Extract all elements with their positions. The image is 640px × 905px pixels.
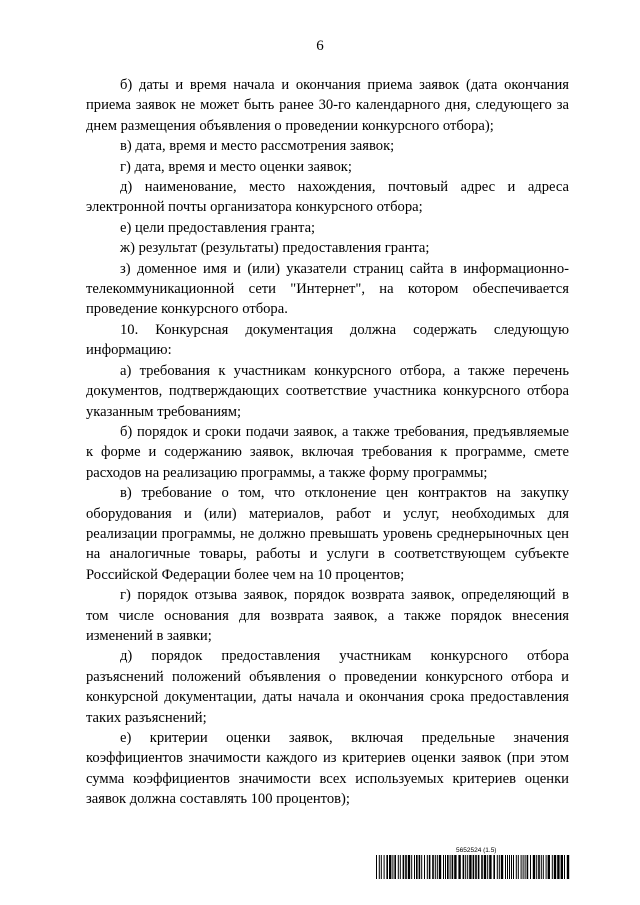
paragraph-d-organizer: д) наименование, место нахождения, почтовый адрес и адреса электронной почты организатора конкурсного отбора; (86, 179, 569, 216)
barcode-bar (527, 855, 529, 879)
barcode-bar (454, 855, 456, 879)
barcode-bar (533, 855, 535, 879)
barcode-bar (505, 855, 506, 879)
barcode-bar (403, 855, 405, 879)
paragraph-g-withdrawal: г) порядок отзыва заявок, порядок возврата заявок, определяющий в том числе основания для возврата заявок, а также порядок внесения изменений в заявки; (86, 587, 569, 644)
barcode-bar (411, 855, 412, 879)
barcode-bar (458, 855, 460, 879)
barcode-bar (376, 855, 377, 879)
barcode-bar (437, 855, 438, 879)
barcode-bar (419, 855, 421, 879)
barcode-bar (518, 855, 519, 879)
barcode-bar (521, 855, 522, 879)
barcode-bar (481, 855, 483, 879)
barcode-bar (561, 855, 563, 879)
barcode-bar (487, 855, 488, 879)
barcode-bar (452, 855, 454, 879)
paragraph-e-criteria: е) критерии оценки заявок, включая предельные значения коэффициентов значимости каждого из критериев оценки заявок (при этом сумма коэффициентов значимости всех используемых критериев оценки заявок должна составлять 100 процентов); (86, 730, 569, 808)
barcode-bar (567, 855, 569, 879)
barcode-bar (493, 855, 495, 879)
barcode-bar (467, 855, 468, 879)
barcode-bar (439, 855, 441, 879)
barcode-bar (543, 855, 544, 879)
paragraph-g-evaluation: г) дата, время и место оценки заявок; (120, 158, 352, 175)
barcode-bar (465, 855, 466, 879)
barcode-bar (447, 855, 449, 879)
barcode-bar (435, 855, 436, 879)
paragraph-v-price-deviation: в) требование о том, что отклонение цен контрактов на закупку оборудования и (или) материалов, работ и услуг, необходимых для реализации программы, не должно превышать уровень среднерыночных цен на аналогичные товары, работы и услуги в соответствующем субъекте Российской Федерации более чем на 10 процентов; (86, 485, 569, 583)
barcode-bar (513, 855, 514, 879)
barcode-bar (421, 855, 422, 879)
barcode-bar (497, 855, 498, 879)
barcode-bar (478, 855, 480, 879)
document-code: 5652524 (1.5) (456, 847, 497, 854)
barcode-bar (414, 855, 415, 879)
barcode-bar (473, 855, 475, 879)
barcode-bar (398, 855, 399, 879)
barcode-bar (424, 855, 425, 879)
barcode-bar (379, 855, 380, 879)
barcode-bar (381, 855, 382, 879)
barcode-bar (384, 855, 385, 879)
barcode-bar (507, 855, 508, 879)
barcode-bar (554, 855, 556, 879)
barcode-bar (400, 855, 401, 879)
barcode-bar (489, 855, 491, 879)
barcode-bar (557, 855, 559, 879)
paragraph-zh-results: ж) результат (результаты) предоставления гранта; (120, 240, 430, 257)
barcode-bar (501, 855, 503, 879)
barcode-bar (463, 855, 465, 879)
barcode-bar (386, 855, 388, 879)
barcode-bar (475, 855, 477, 879)
barcode-bar (541, 855, 542, 879)
document-body (86, 75, 569, 810)
barcode-bar (516, 855, 517, 879)
barcode-bar (523, 855, 524, 879)
barcode-bar (394, 855, 396, 879)
paragraph-b-submission: б) порядок и сроки подачи заявок, а также требования, предъявляемые к форме и содержанию заявок, включая требования к программе, смете расходов на реализацию программы, а также форму программы; (86, 423, 569, 481)
barcode-bar (552, 855, 553, 879)
barcode-bar (389, 855, 391, 879)
barcode-bar (429, 855, 431, 879)
barcode-bar (392, 855, 393, 879)
barcode-bar (509, 855, 510, 879)
barcode-bar (416, 855, 418, 879)
barcode-bar (427, 855, 428, 879)
barcode-bar (546, 855, 547, 879)
paragraph-v-review: в) дата, время и место рассмотрения заявок; (120, 138, 395, 155)
barcode-bar (525, 855, 526, 879)
barcode-bar (548, 855, 550, 879)
barcode-bar (445, 855, 446, 879)
barcode-bar (538, 855, 540, 879)
barcode-bar (469, 855, 471, 879)
barcode-bar (443, 855, 444, 879)
barcode-bar (511, 855, 512, 879)
paragraph-e-goals: е) цели предоставления гранта; (120, 219, 316, 236)
barcode-bar (499, 855, 500, 879)
barcode-bar (408, 855, 410, 879)
paragraph-b-dates: б) даты и время начала и окончания приема заявок (дата окончания приема заявок не может быть ранее 30-го календарного дня, следующего за днем размещения объявления о проведении конкурсного отбора); (86, 77, 569, 134)
barcode-bar (405, 855, 407, 879)
barcode-bar (530, 855, 531, 879)
paragraph-d-clarifications: д) порядок предоставления участникам конкурсного отбора разъяснений положений объявления о проведении конкурсного отбора и конкурсной документации, даты начала и окончания срока предоставления таких разъяснений; (86, 648, 569, 726)
barcode-bar (450, 855, 451, 879)
barcode-bar (564, 855, 565, 879)
barcode-bar (536, 855, 537, 879)
paragraph-z-domain: з) доменное имя и (или) указатели страниц сайта в информационно-телекоммуникационной сети "Интернет", на котором обеспечивается проведение конкурсного отбора. (86, 260, 569, 318)
barcode-icon (376, 855, 570, 879)
paragraph-a-requirements: а) требования к участникам конкурсного отбора, а также перечень документов, подтверждающих соответствие участника конкурсного отбора указанным требованиям; (86, 362, 569, 420)
page-number: 6 (316, 38, 324, 54)
barcode-bar (484, 855, 486, 879)
barcode-bar (432, 855, 434, 879)
paragraph-10-documentation: 10. Конкурсная документация должна содержать следующую информацию: (86, 321, 569, 359)
